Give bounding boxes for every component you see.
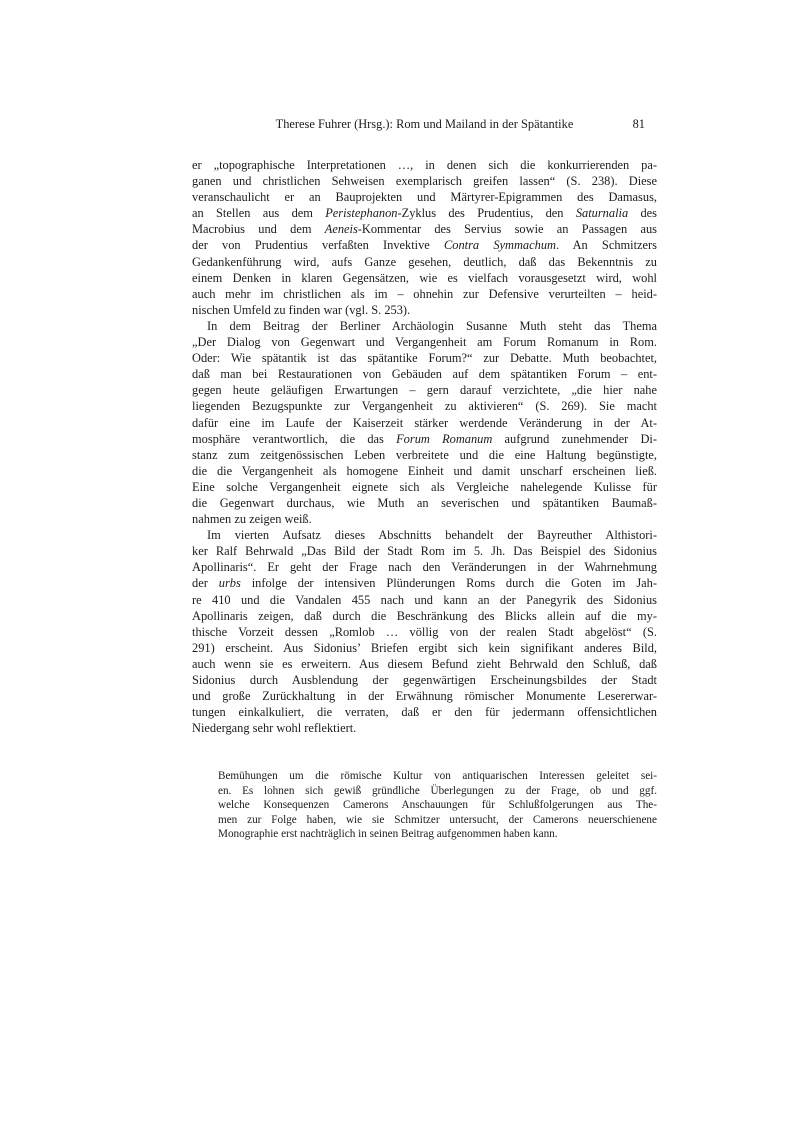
text-line [192, 704, 657, 720]
text-line [192, 302, 657, 318]
text-segment: aufgrund zunehmender Di- [492, 431, 658, 446]
text-segment: ker Ralf Behrwald „Das Bild der Stadt Rom im 5. Jh. Das Beispiel des Sidonius [192, 544, 657, 559]
text-segment: 291) erscheint. Aus Sidonius’ Briefen ergibt sich kein signifikant anderes Bild, [192, 640, 657, 655]
text-line [218, 798, 657, 813]
text-segment: infolge der intensiven Plünderungen Roms durch die Goten im Jah- [240, 576, 657, 591]
text-line [192, 624, 657, 640]
body-text [192, 157, 657, 736]
text-segment: stanz zum zeitgenössischen Leben verbreitete und die eine Haltung begünstigte, [192, 447, 657, 462]
paragraph [192, 318, 657, 527]
text-line [192, 415, 657, 431]
text-segment: Im vierten Aufsatz dieses Abschnitts behandelt der Bayreuther Althistori- [207, 528, 657, 543]
text-line [218, 769, 657, 784]
italic-text: Saturnalia [575, 206, 629, 221]
text-segment: mosphäre verantwortlich, die das [192, 431, 397, 446]
text-segment: Macrobius und dem [192, 222, 325, 237]
text-segment: nahmen zu zeigen weiß. [192, 512, 312, 527]
paragraph [192, 527, 657, 736]
text-segment: er „topographische Interpretationen …, in denen sich die konkurrierenden pa- [192, 158, 657, 172]
text-segment: und große Zurückhaltung in der Erwähnung römischer Monumente Lesererwar- [192, 689, 657, 704]
text-segment: die die Vergangenheit als homogene Einheit und damit unscharf erscheinen ließ. [192, 463, 657, 478]
text-line [192, 189, 657, 205]
text-line [192, 463, 657, 479]
text-line [192, 205, 657, 221]
text-line [192, 173, 657, 189]
text-line [192, 447, 657, 463]
italic-text: Aeneis [324, 222, 358, 237]
text-line [192, 527, 657, 543]
text-segment: Sidonius durch Ausblendung der gegenwärtigen Erscheinungsbildes der Stadt [192, 673, 657, 687]
text-line [192, 157, 657, 173]
text-line [192, 479, 657, 495]
text-segment: Apollinaris“. Er geht der Frage nach den Veränderungen in der Wahrnehmung [192, 560, 657, 575]
text-segment: -Zyklus des Prudentius, den [397, 206, 576, 221]
text-segment: Monographie erst nachträglich in seinen Beitrag aufgenommen haben kann. [218, 828, 558, 841]
paragraph [218, 769, 657, 842]
text-line [192, 318, 657, 334]
text-line [192, 656, 657, 672]
text-segment: veranschaulicht er an Bauprojekten und Märtyrer-Epigrammen des Damasus, [192, 190, 657, 205]
text-segment: gegen heute geläufigen Erwartungen – gern darauf verzichtete, „die hier nahe [192, 383, 657, 398]
running-header [192, 117, 657, 132]
text-segment: re 410 und die Vandalen 455 nach und kann an der Panegyrik des Sidonius [192, 592, 657, 607]
italic-text: urbs [218, 576, 241, 591]
text-line [218, 784, 657, 799]
text-line [192, 398, 657, 414]
text-line [192, 495, 657, 511]
text-line [192, 592, 657, 608]
text-line [192, 672, 657, 688]
italic-text: Contra Symmachum [444, 238, 556, 253]
text-segment: welche Konsequenzen Camerons Anschauungen für Schlußfolgerungen aus The- [218, 799, 657, 812]
text-segment: men zur Folge haben, wie sie Schmitzer untersucht, der Camerons neuerschienene [218, 813, 657, 826]
text-segment: Oder: Wie spätantik ist das spätantike Forum?“ zur Debatte. Muth beobachtet, [192, 351, 657, 366]
text-segment: -Kommentar des Servius sowie an Passagen aus [357, 222, 657, 237]
text-line [192, 720, 657, 736]
text-segment: In dem Beitrag der Berliner Archäologin Susanne Muth steht das Thema [207, 318, 657, 333]
italic-text: Forum Romanum [396, 431, 493, 446]
text-segment: Eine solche Vergangenheit eignete sich als Vergleiche nahelegende Kulisse für [192, 479, 657, 494]
text-line [192, 543, 657, 559]
text-segment: dafür eine im Laufe der Kaiserzeit stärker werdende Veränderung in der At- [192, 415, 657, 430]
text-line [218, 813, 657, 828]
text-segment: liegenden Bezugspunkte zur Vergangenheit zu aktivieren“ (S. 269). Sie macht [192, 399, 657, 414]
text-line [192, 221, 657, 237]
text-segment: des [628, 206, 657, 221]
text-line [192, 286, 657, 302]
text-line [192, 334, 657, 350]
text-line [192, 559, 657, 575]
text-segment: einem Denken in klaren Gegensätzen, wie es vielfach vorausgesetzt wird, wohl [192, 270, 657, 285]
text-segment: der [192, 576, 219, 591]
page-number: 81 [632, 117, 645, 131]
text-line [192, 366, 657, 382]
paragraph [192, 157, 657, 318]
text-line [192, 254, 657, 270]
text-segment: der von Prudentius verfaßten Invektive [192, 238, 445, 253]
text-segment: daß man bei Restaurationen von Gebäuden auf dem spätantiken Forum – ent- [192, 367, 657, 382]
text-line [192, 382, 657, 398]
text-line [192, 640, 657, 656]
text-segment: Bemühungen um die römische Kultur von antiquarischen Interessen geleitet sei- [218, 770, 657, 782]
text-segment: Niedergang sehr wohl reflektiert. [192, 721, 357, 736]
text-line [192, 237, 657, 253]
text-line [192, 511, 657, 527]
text-line [192, 350, 657, 366]
text-segment: Gedankenführung wird, aufs Ganze gesehen, deutlich, daß das Bekenntnis zu [192, 254, 657, 269]
text-segment: an Stellen aus dem [192, 206, 326, 221]
text-line [192, 270, 657, 286]
text-segment: „Der Dialog von Gegenwart und Vergangenheit am Forum Romanum in Rom. [192, 335, 657, 350]
text-segment: thische Vorzeit dessen „Romlob … völlig von der realen Stadt abgelöst“ (S. [192, 624, 657, 639]
running-title: Therese Fuhrer (Hrsg.): Rom und Mailand in der Spätantike [275, 117, 574, 131]
text-line [218, 827, 657, 842]
text-segment: . An Schmitzers [555, 238, 657, 253]
text-segment: en. Es lohnen sich gewiß gründliche Überlegungen zu der Frage, ob und ggf. [218, 784, 657, 797]
text-line [192, 575, 657, 591]
footnote-block [218, 769, 657, 842]
text-segment: die Gegenwart durchaus, wie Muth an severischen und spätantiken Baumaß- [192, 495, 657, 510]
text-segment: auch wenn sie es erweitern. Aus diesem Befund zieht Behrwald den Schluß, daß [192, 656, 657, 671]
text-line [192, 608, 657, 624]
text-segment: ganen und christlichen Sehweisen exemplarisch greifen lassen“ (S. 238). Diese [192, 174, 657, 189]
text-segment: auch mehr im christlichen als im – ohnehin zur Defensive verurteilten – heid- [192, 286, 657, 301]
text-segment: Apollinaris zeigen, daß durch die Beschränkung des Blicks allein auf die my- [192, 608, 657, 623]
italic-text: Peristephanon [325, 206, 398, 221]
text-line [192, 688, 657, 704]
text-line [192, 431, 657, 447]
text-segment: tungen einkalkuliert, die verraten, daß er den für jedermann offensichtlichen [192, 705, 657, 720]
text-segment: nischen Umfeld zu finden war (vgl. S. 253). [192, 302, 411, 317]
